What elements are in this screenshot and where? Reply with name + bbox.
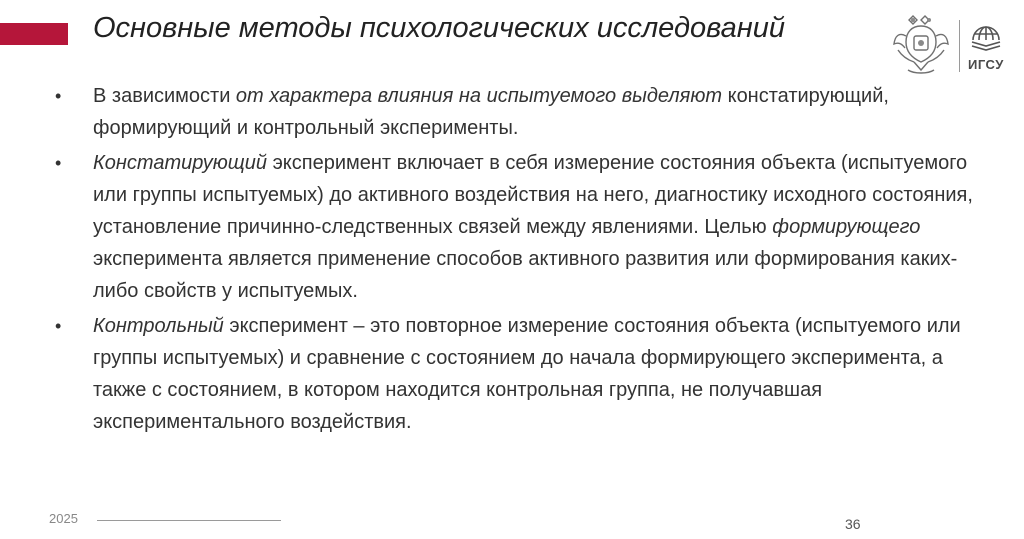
- bullet-emphasis-text: Констатирующий: [93, 152, 268, 174]
- logo-divider: [959, 20, 960, 72]
- bullet-text: констатирующий, формирующий и контрольный эксперименты.: [93, 85, 889, 139]
- slide-title: Основные методы психологических исследований: [93, 12, 785, 44]
- bullet-marker: •: [55, 316, 62, 336]
- bullet-text: В зависимости: [93, 85, 236, 107]
- bullet-emphasis-text: формирующего: [772, 216, 921, 238]
- bullet-marker: •: [55, 153, 62, 173]
- igsu-globe-icon: [969, 18, 1003, 52]
- igsu-logo-text: ИГСУ: [968, 57, 1004, 72]
- eagle-emblem-icon: [890, 12, 952, 78]
- bullet-emphasis-text: от характера влияния на испытуемого выделяют: [235, 85, 723, 107]
- footer-year: 2025: [49, 511, 78, 526]
- title-accent-bar: [0, 23, 68, 45]
- bullet-item: [55, 147, 980, 307]
- bullet-text: эксперимента является применение способов активного развития или формирования каких-либо свойств у испытуемых.: [93, 248, 958, 302]
- bullet-item: [55, 80, 980, 144]
- bullet-emphasis-text: Контрольный: [93, 315, 224, 337]
- header-logos: [890, 12, 1020, 78]
- bullet-list: [55, 80, 980, 441]
- page-number: 36: [845, 516, 861, 532]
- bullet-item: [55, 310, 980, 438]
- bullet-text: эксперимент включает в себя измерение состояния объекта (испытуемого или группы испытуемых) до активного воздействия на него, диагностику исходного состояния, установление причинно-следственных связей между явлениями. Целью: [93, 152, 973, 238]
- footer-divider: [97, 520, 281, 521]
- bullet-marker: •: [55, 86, 62, 106]
- bullet-text: эксперимент – это повторное измерение состояния объекта (испытуемого или группы испытуемых) и сравнение с состоянием до начала формирующего эксперимента, а также с состоянием, в котором находится контрольная группа, не получавшая экспериментального воздействия.: [93, 315, 961, 433]
